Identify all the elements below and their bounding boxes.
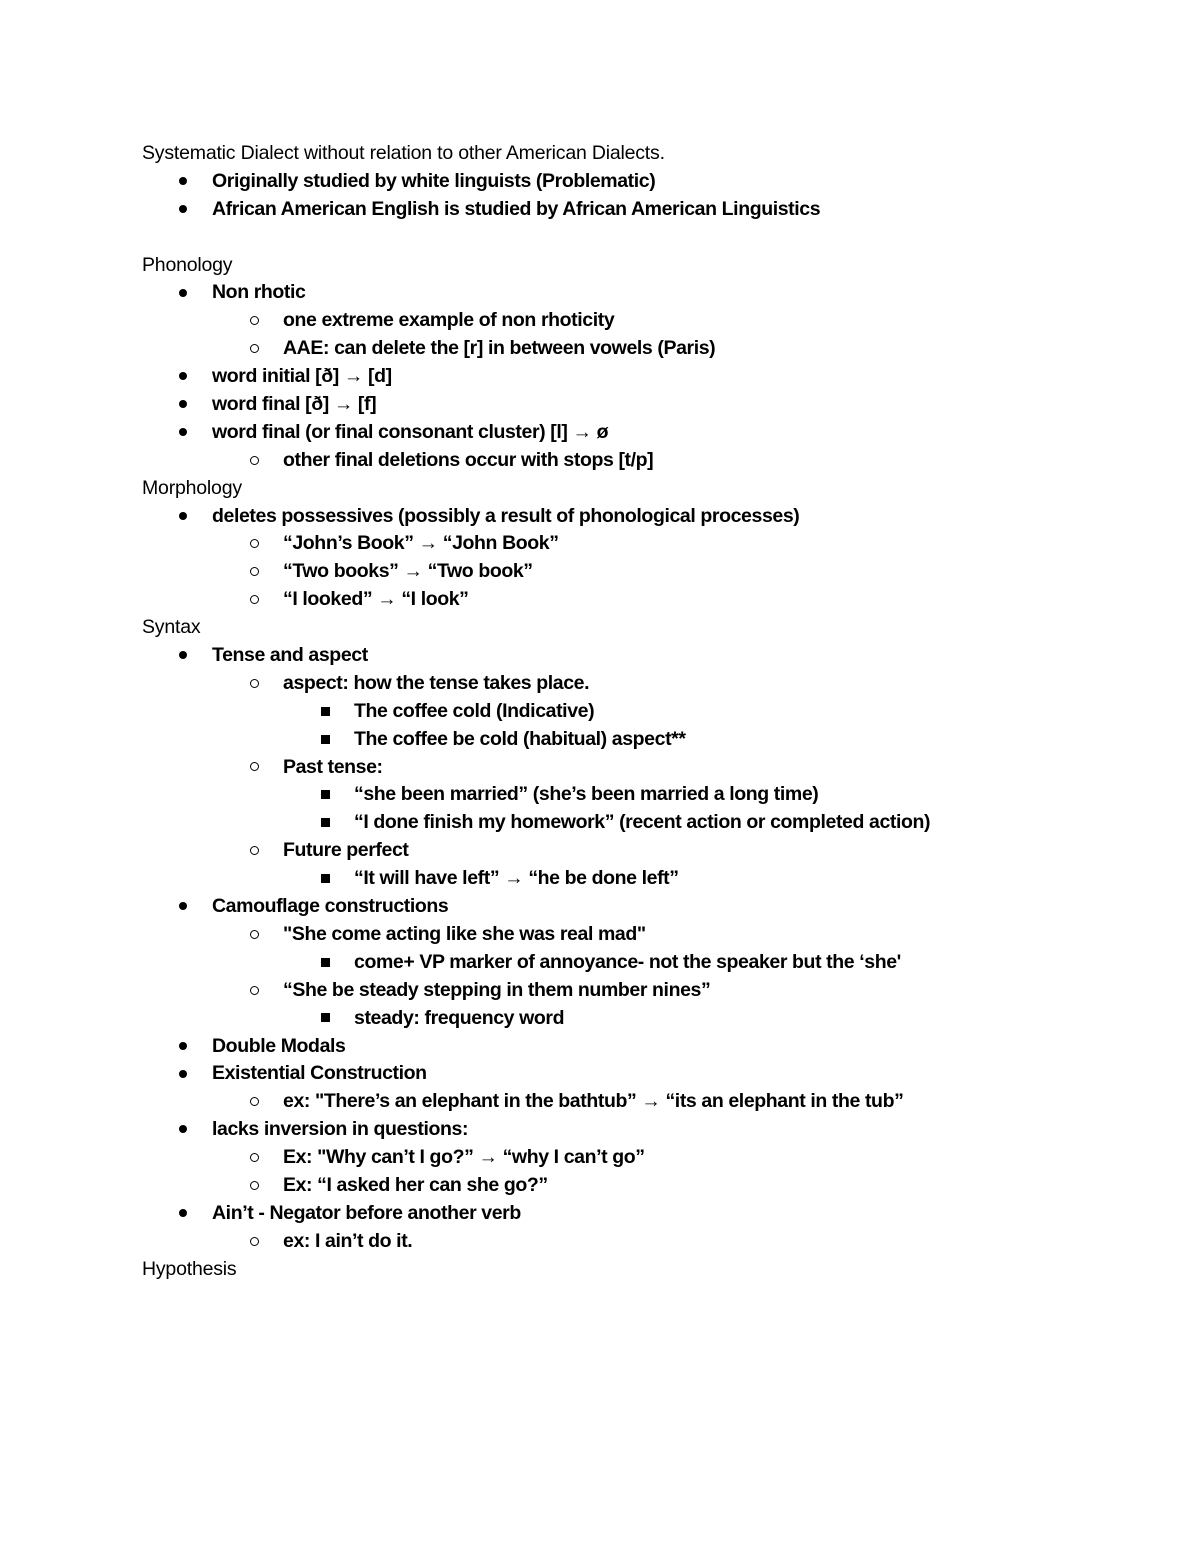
heading-text: Hypothesis [142,1257,237,1280]
list-item [0,977,1200,1005]
list-item [0,809,1200,837]
item-text: one extreme example of non rhoticity [283,309,615,332]
item-text: AAE: can delete the [r] in between vowels (Paris) [283,337,716,360]
item-text: Ex: "Why can’t I go?” → “why I can’t go” [283,1146,645,1169]
item-text: Past tense: [283,755,383,778]
list-item [0,726,1200,754]
list-item [0,670,1200,698]
list-item [0,586,1200,614]
filled-circle-bullet-icon [175,1033,191,1061]
list-item [0,530,1200,558]
item-text: Originally studied by white linguists (Problematic) [212,169,656,192]
list-item [0,754,1200,782]
list-item [0,865,1200,893]
filled-circle-bullet-icon [175,893,191,921]
filled-circle-bullet-icon [175,1060,191,1088]
item-text: lacks inversion in questions: [212,1118,469,1141]
list-item [0,419,1200,447]
hollow-circle-bullet-icon [246,447,262,475]
filled-circle-bullet-icon [175,503,191,531]
item-text: come+ VP marker of annoyance- not the speaker but the ‘she' [354,950,901,973]
hollow-circle-bullet-icon [246,1088,262,1116]
item-text: “I done finish my homework” (recent action or completed action) [354,811,931,834]
list-item [0,1005,1200,1033]
list-item [0,279,1200,307]
hollow-circle-bullet-icon [246,335,262,363]
section-heading [0,1256,1200,1284]
list-item [0,1033,1200,1061]
item-text: word initial [ð] → [d] [212,365,392,388]
list-item [0,949,1200,977]
list-item [0,447,1200,475]
item-text: Non rhotic [212,281,306,304]
item-text: The coffee cold (Indicative) [354,699,595,722]
hollow-circle-bullet-icon [246,530,262,558]
item-text: other final deletions occur with stops [t/p] [283,448,654,471]
filled-circle-bullet-icon [175,1200,191,1228]
filled-circle-bullet-icon [175,196,191,224]
item-text: “she been married” (she’s been married a long time) [354,783,819,806]
list-item [0,335,1200,363]
item-text: “She be steady stepping in them number nines” [283,978,711,1001]
list-item [0,1228,1200,1256]
item-text: Double Modals [212,1034,346,1057]
item-text: Future perfect [283,839,409,862]
heading-text: Phonology [142,253,233,276]
list-item [0,921,1200,949]
list-item [0,642,1200,670]
heading-text: Syntax [142,616,201,639]
square-bullet-icon [317,698,333,726]
item-text: “I looked” → “I look” [283,588,469,611]
section-heading [0,475,1200,503]
hollow-circle-bullet-icon [246,977,262,1005]
hollow-circle-bullet-icon [246,670,262,698]
filled-circle-bullet-icon [175,391,191,419]
hollow-circle-bullet-icon [246,837,262,865]
square-bullet-icon [317,865,333,893]
list-item [0,391,1200,419]
section-heading [0,140,1200,168]
square-bullet-icon [317,949,333,977]
item-text: Existential Construction [212,1062,427,1085]
filled-circle-bullet-icon [175,363,191,391]
list-item [0,1116,1200,1144]
document-notes [0,140,1200,1284]
list-item [0,363,1200,391]
item-text: African American English is studied by African American Linguistics [212,197,821,220]
item-text: word final (or final consonant cluster) [l] → ø [212,420,609,443]
filled-circle-bullet-icon [175,642,191,670]
hollow-circle-bullet-icon [246,1144,262,1172]
item-text: “It will have left” → “he be done left” [354,867,679,890]
item-text: Tense and aspect [212,644,368,667]
hollow-circle-bullet-icon [246,586,262,614]
item-text: Camouflage constructions [212,895,449,918]
list-item [0,503,1200,531]
list-item [0,1144,1200,1172]
filled-circle-bullet-icon [175,279,191,307]
hollow-circle-bullet-icon [246,558,262,586]
list-item [0,837,1200,865]
list-item [0,307,1200,335]
item-text: “Two books” → “Two book” [283,560,533,583]
section-heading [0,614,1200,642]
item-text: steady: frequency word [354,1006,565,1029]
item-text: ex: I ain’t do it. [283,1229,413,1252]
item-text: deletes possessives (possibly a result of phonological processes) [212,504,800,527]
item-text: “John’s Book” → “John Book” [283,532,559,555]
hollow-circle-bullet-icon [246,921,262,949]
hollow-circle-bullet-icon [246,754,262,782]
item-text: ex: "There’s an elephant in the bathtub” → “its an elephant in the tub” [283,1090,904,1113]
list-item [0,698,1200,726]
list-item [0,1200,1200,1228]
heading-text: Systematic Dialect without relation to other American Dialects. [142,142,665,164]
item-text: "She come acting like she was real mad" [283,922,646,945]
list-item [0,1088,1200,1116]
hollow-circle-bullet-icon [246,1172,262,1200]
item-text: word final [ð] → [f] [212,393,377,416]
item-text: Ex: “I asked her can she go?” [283,1173,548,1196]
list-item [0,781,1200,809]
hollow-circle-bullet-icon [246,1228,262,1256]
list-item [0,558,1200,586]
filled-circle-bullet-icon [175,168,191,196]
item-text: Ain’t - Negator before another verb [212,1201,521,1224]
square-bullet-icon [317,809,333,837]
filled-circle-bullet-icon [175,1116,191,1144]
list-item [0,168,1200,196]
list-item [0,893,1200,921]
heading-text: Morphology [142,476,242,499]
blank-line [0,224,1200,252]
section-heading [0,252,1200,280]
filled-circle-bullet-icon [175,419,191,447]
list-item [0,1172,1200,1200]
list-item [0,1060,1200,1088]
square-bullet-icon [317,1005,333,1033]
square-bullet-icon [317,781,333,809]
square-bullet-icon [317,726,333,754]
hollow-circle-bullet-icon [246,307,262,335]
item-text: aspect: how the tense takes place. [283,671,590,694]
list-item [0,196,1200,224]
item-text: The coffee be cold (habitual) aspect** [354,727,686,750]
